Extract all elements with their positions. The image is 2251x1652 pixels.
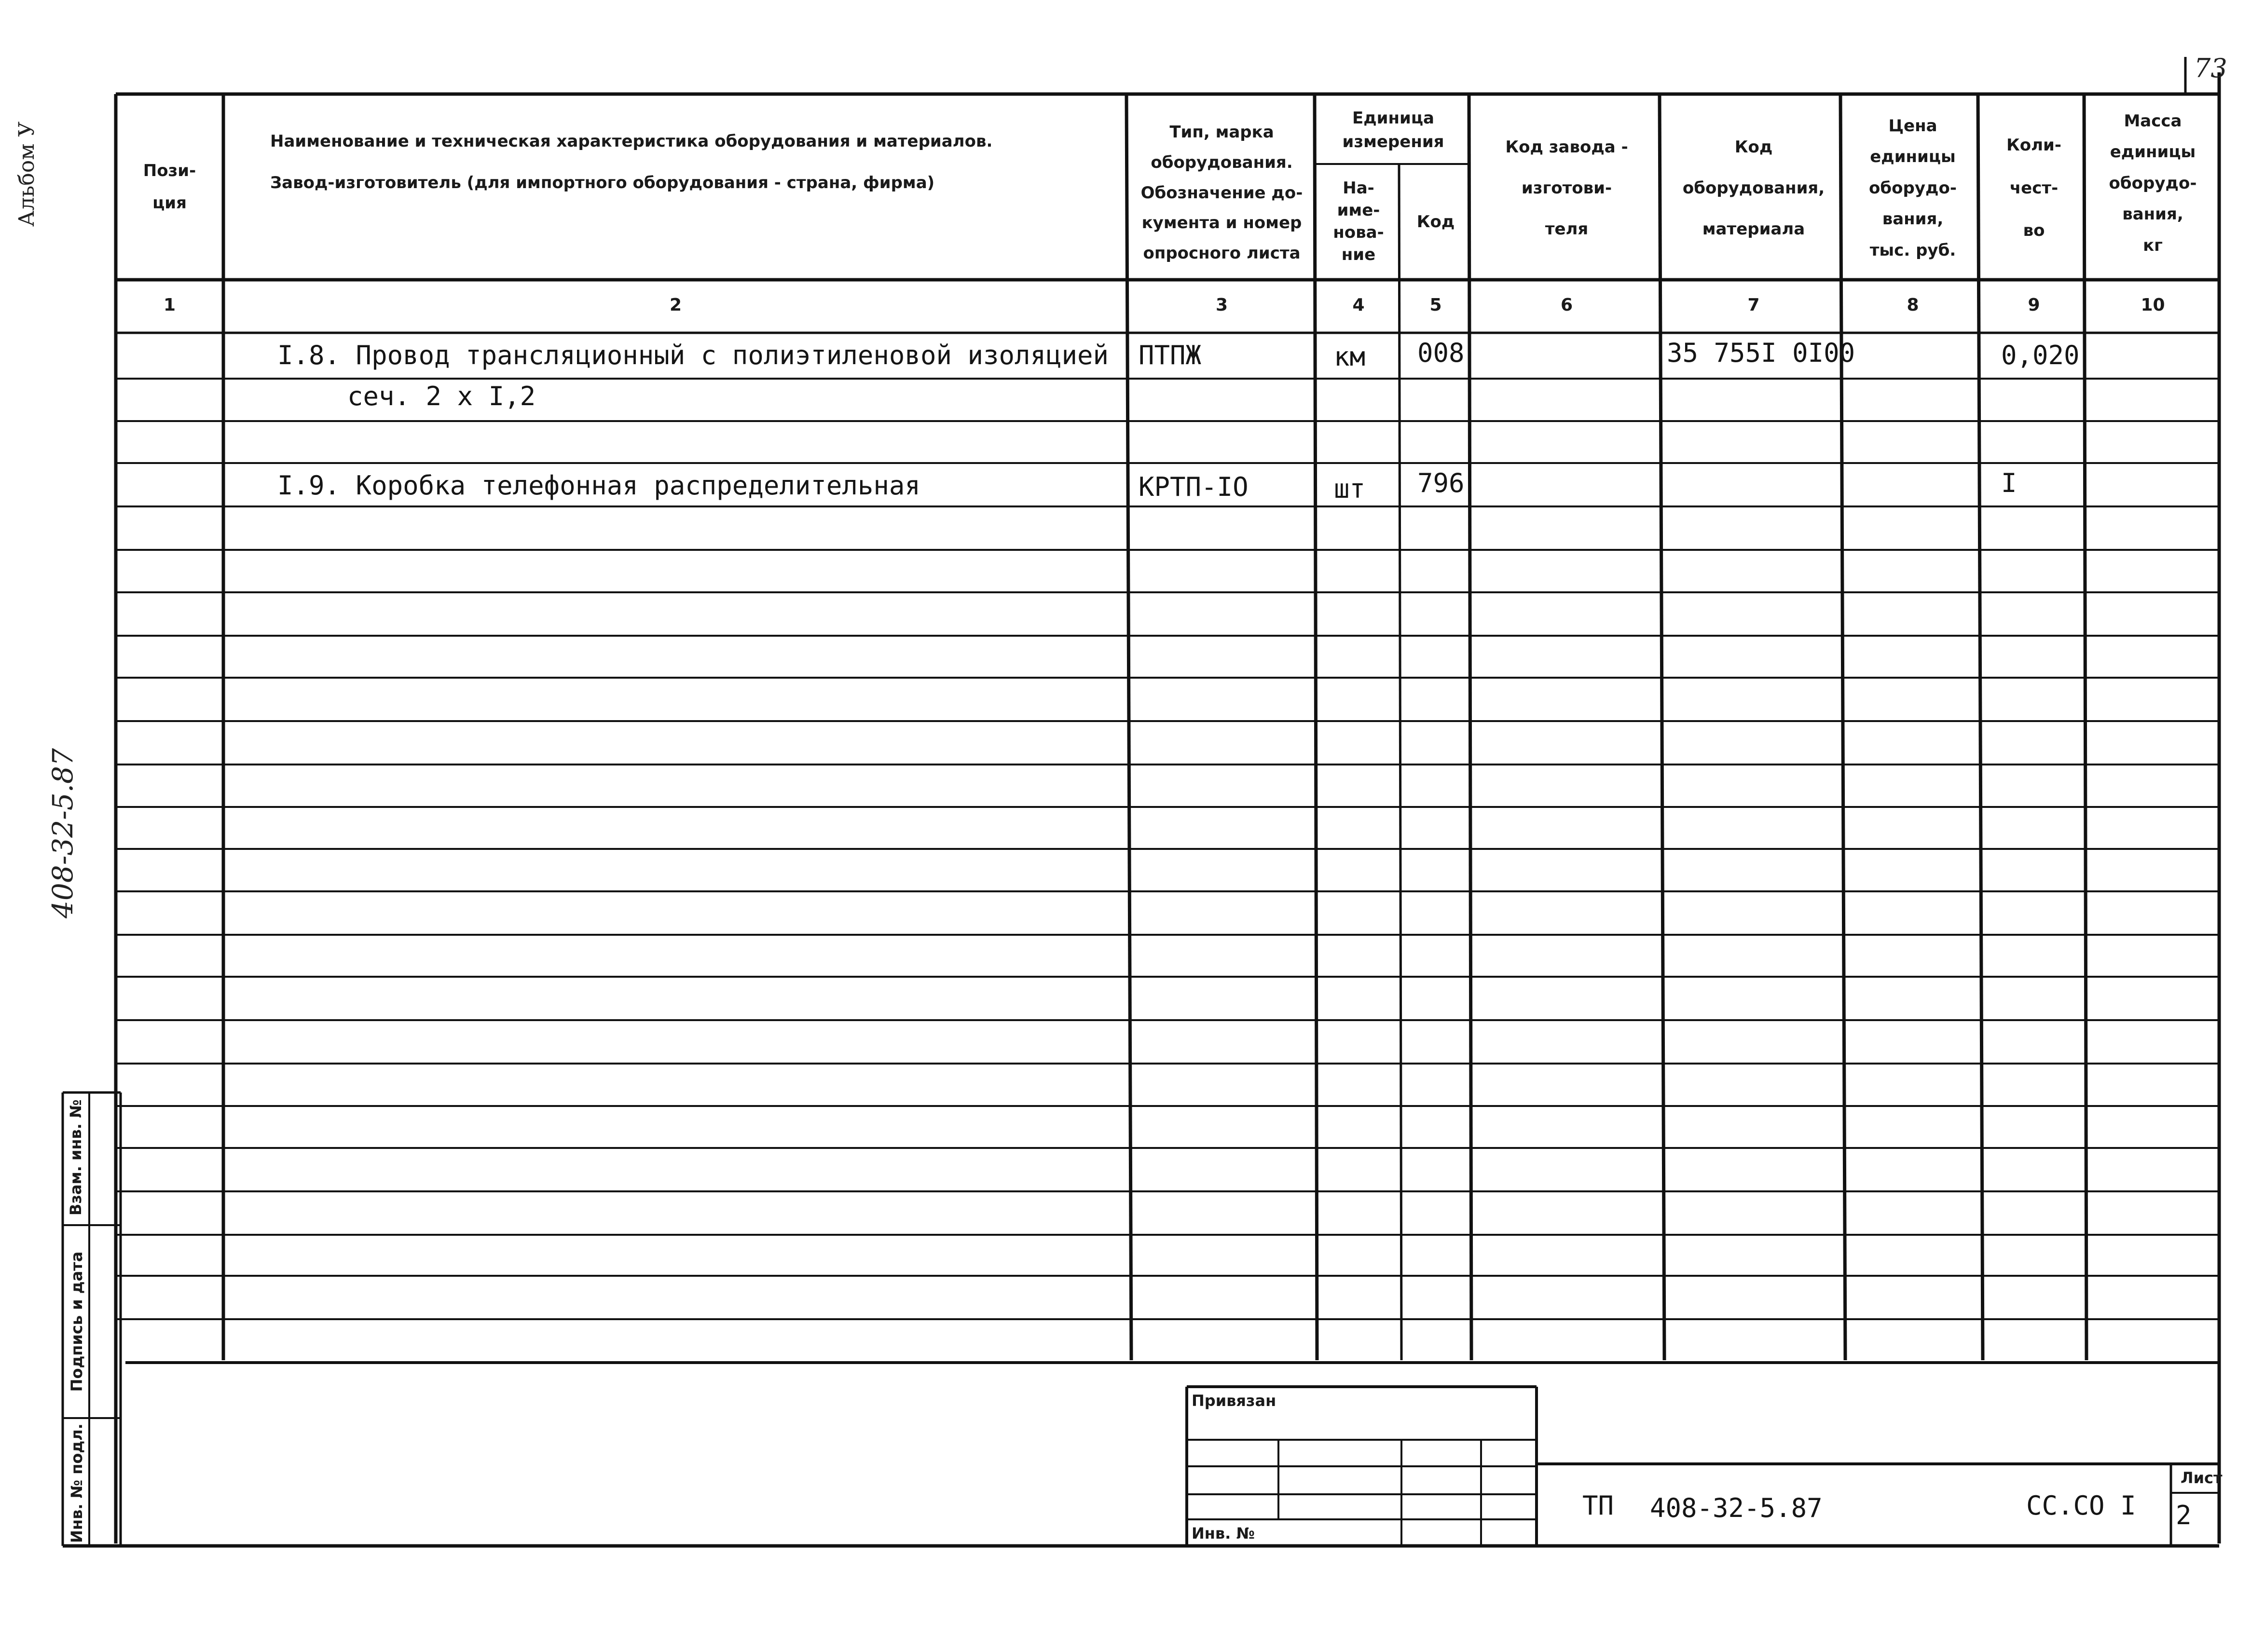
header-col45-group: Единица измерения [1342, 108, 1444, 151]
colnum-8: 8 [1907, 295, 1919, 315]
header-col8: Цена единицы оборудо- вания, тыс. руб. [1869, 116, 1957, 260]
row3-unit-code: 796 [1417, 468, 1465, 498]
row1-material-code: 35 755I 0I00 [1667, 338, 1855, 368]
colnum-6: 6 [1560, 295, 1573, 315]
row3-unit: шт [1334, 474, 1366, 504]
header-col1: Пози- ция [143, 161, 196, 213]
colnum-2: 2 [669, 295, 682, 315]
row3-type: КРТП-IО [1139, 472, 1249, 502]
header-col6: Код завода - изготови- теля [1505, 137, 1628, 239]
row1-unit: км [1334, 341, 1366, 372]
tb-mark: СС.СО I [2026, 1490, 2136, 1521]
project-code-vertical: 408-32-5.87 [46, 748, 79, 918]
stamp-vzam-inv: Взам. инв. № [67, 1099, 85, 1215]
album-label: Альбом У [14, 121, 39, 227]
colnum-5: 5 [1429, 295, 1442, 315]
stamp-inv-podl: Инв. № подл. [68, 1423, 86, 1543]
colnum-10: 10 [2141, 295, 2165, 315]
colnum-9: 9 [2028, 295, 2040, 315]
header-col10: Масса единицы оборудо- вания, кг [2109, 111, 2197, 255]
tb-sheet-label: Лист [2181, 1469, 2223, 1487]
row1-unit-code: 008 [1417, 338, 1465, 368]
colnum-3: 3 [1215, 295, 1228, 315]
tb-tp: ТП [1582, 1490, 1614, 1521]
header-col2 [270, 125, 1119, 212]
row1-type: ПТПЖ [1139, 340, 1202, 370]
stamp-podpis-data: Подпись и дата [68, 1251, 86, 1392]
tb-doc-code: 408-32-5.87 [1650, 1493, 1823, 1523]
header-col9: Коли- чест- во [2006, 136, 2061, 241]
row2-name: сеч. 2 х I,2 [347, 381, 536, 411]
tb-privyazan: Привязан [1192, 1392, 1276, 1410]
row3-name: I.9. Коробка телефонная распределительная [277, 470, 920, 501]
row3-quantity: I [2001, 468, 2017, 498]
colnum-4: 4 [1352, 295, 1365, 315]
header-col3: Тип, марка оборудования. Обозначение до- кумента и номер опросного листа [1140, 122, 1303, 263]
colnum-7: 7 [1747, 295, 1760, 315]
header-col4: На- име- нова- ние [1333, 178, 1384, 264]
row1-name: I.8. Провод трансляционный с полиэтиленовой изоляцией [277, 340, 1109, 370]
tb-sheet-value: 2 [2176, 1500, 2192, 1530]
header-col2-line1: Наименование и техническая характеристика оборудования и материалов. [270, 132, 993, 151]
tb-inv-no: Инв. № [1192, 1524, 1255, 1543]
row1-quantity: 0,020 [2001, 340, 2080, 370]
header-col2-line2: Завод-изготовитель (для импортного оборудования - страна, фирма) [270, 173, 935, 193]
colnum-1: 1 [163, 295, 176, 315]
header-col7: Код оборудования, материала [1682, 137, 1825, 239]
header-col5: Код [1416, 212, 1455, 232]
sheet-number-top: 73 [2194, 53, 2227, 83]
